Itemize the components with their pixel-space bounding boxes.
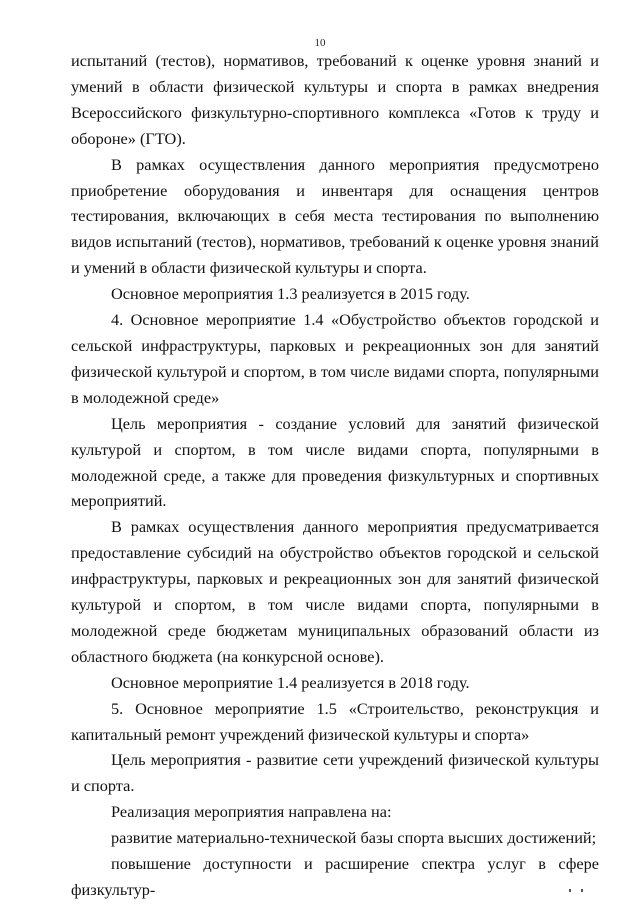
paragraph-measure-1-4-subsidies: В рамках осуществления данного мероприятия предусматривается предоставление субсидий на обустройство объектов городской и сельской инфраструктуры, парковых и рекреационных зон для занятий физической культурой и спортом, в том числе видами спорта, популярными в молодежной среде бюджетам муниципальных образований области из областного бюджета (на конкурсной основе). (71, 517, 599, 666)
paragraph-continuation: испытаний (тестов), нормативов, требований к оценке уровня знаний и умений в области физической культуры и спорта в рамках внедрения Всероссийского физкультурно-спортивного комплекса «Готов к труду и обороне» (ГТО). (71, 51, 599, 148)
paragraph-equipment-purchase: В рамках осуществления данного мероприятия предусмотрено приобретение оборудования и инвентаря для оснащения центров тестирования, включающих в себя места тестирования по выполнению видов испытаний (тестов), нормативов, требований к оценке уровня знаний и умений в области физической культуры и спорта. (71, 154, 599, 278)
paragraph-measure-1-5-heading: 5. Основное мероприятие 1.5 «Строительство, реконструкция и капитальный ремонт учреждений физической культуры и спорта» (71, 698, 599, 744)
paragraph-measure-1-3-year: Основное мероприятия 1.3 реализуется в 2015 году. (111, 284, 470, 304)
paragraph-measure-1-4-heading: 4. Основное мероприятие 1.4 «Обустройство объектов городской и сельской инфраструктуры, парковых и рекреационных зон для занятий физической культурой и спортом, в том числе видами спорта, популярными в молодежной среде» (71, 310, 599, 407)
paragraph-measure-1-4-goal: Цель мероприятия - создание условий для занятий физической культурой и спортом, в том числе видами спорта, популярными в молодежной среде, а также для проведения физкультурных и спортивных мероприятий. (71, 413, 599, 511)
scan-mark (581, 889, 583, 892)
paragraph-measure-1-5-goal: Цель мероприятия - развитие сети учреждений физической культуры и спорта. (71, 750, 599, 796)
paragraph-direction-accessibility: повышение доступности и расширение спектра услуг в сфере физкультур- (71, 854, 599, 899)
paragraph-direction-material-base: развитие материально-технической базы спорта высших достижений; (111, 828, 597, 848)
scan-mark (569, 889, 571, 892)
paragraph-measure-1-5-directions: Реализация мероприятия направлена на: (111, 802, 392, 822)
document-body (71, 48, 599, 903)
page-number: 10 (314, 37, 326, 49)
paragraph-measure-1-4-year: Основное мероприятие 1.4 реализуется в 2018 году. (111, 672, 470, 692)
